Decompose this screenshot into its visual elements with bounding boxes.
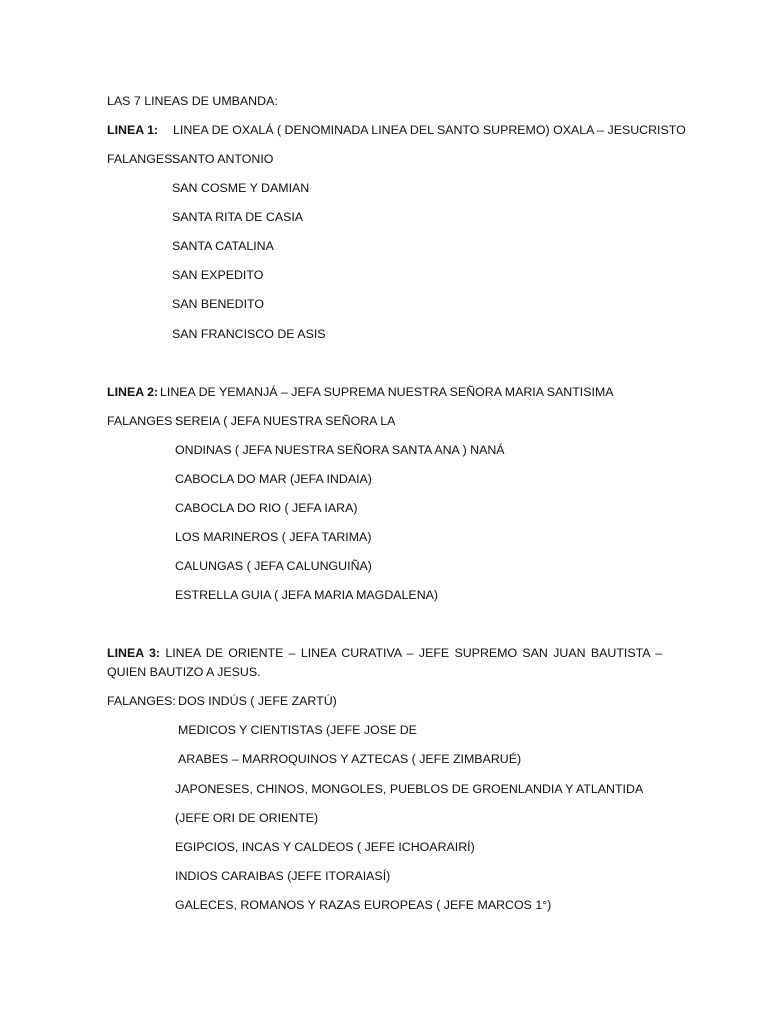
line3-falange-item: DOS INDÚS ( JEFE ZARTÚ) (178, 694, 337, 708)
line3-heading: LINEA DE ORIENTE – LINEA CURATIVA – JEFE SUPREMO SAN JUAN BAUTISTA – QUIEN BAUTIZO A JESUS. (107, 646, 663, 679)
line3-falange-item: ARABES – MARROQUINOS Y AZTECAS ( JEFE ZIMBARUÉ) (178, 752, 522, 766)
line3-falange-item: INDIOS CARAIBAS (JEFE ITORAIASÍ) (175, 869, 391, 883)
line2-label: LINEA 2: (107, 385, 159, 399)
line1-falange-item: SANTA CATALINA (172, 239, 274, 253)
line1-falanges-label: FALANGES: (107, 152, 176, 166)
line2-falange-item: CABOCLA DO RIO ( JEFA IARA) (175, 501, 358, 515)
line2-falange-item: ESTRELLA GUIA ( JEFA MARIA MAGDALENA) (175, 588, 439, 602)
line2-falange-item: SEREIA ( JEFA NUESTRA SEÑORA LA (175, 414, 396, 428)
line3-falange-item: MEDICOS Y CIENTISTAS (JEFE JOSE DE (178, 723, 417, 737)
line1-falange-item: SAN EXPEDITO (172, 268, 264, 282)
line1-heading: LINEA DE OXALÁ ( DENOMINADA LINEA DEL SANTO SUPREMO) OXALA – JESUCRISTO (173, 123, 686, 137)
line1-falange-item: SANTA RITA DE CASIA (172, 210, 304, 224)
line2-heading: LINEA DE YEMANJÁ – JEFA SUPREMA NUESTRA SEÑORA MARIA SANTISIMA (160, 385, 614, 399)
line2-falange-item: ONDINAS ( JEFA NUESTRA SEÑORA SANTA ANA ) NANÁ (175, 443, 505, 457)
line1-falange-item: SAN COSME Y DAMIAN (172, 181, 310, 195)
line3-falange-item: (JEFE ORI DE ORIENTE) (175, 811, 319, 825)
line3-falange-item: EGIPCIOS, INCAS Y CALDEOS ( JEFE ICHOARAIRÍ) (175, 840, 475, 854)
line1-falange-item: SAN BENEDITO (172, 297, 265, 311)
line2-falange-item: LOS MARINEROS ( JEFA TARIMA) (175, 530, 372, 544)
line1-falange-item: SAN FRANCISCO DE ASIS (172, 327, 326, 341)
line2-falange-item: CABOCLA DO MAR (JEFA INDAIA) (175, 472, 372, 486)
line1-label: LINEA 1: (107, 123, 159, 137)
line3-falanges-label: FALANGES: (107, 694, 176, 708)
document-title: LAS 7 LINEAS DE UMBANDA: (107, 94, 278, 108)
line2-falange-item: CALUNGAS ( JEFA CALUNGUIÑA) (175, 559, 372, 573)
line1-falange-item: SANTO ANTONIO (172, 152, 274, 166)
line2-falanges-label: FALANGES : (107, 414, 180, 428)
line3-falange-item: GALECES, ROMANOS Y RAZAS EUROPEAS ( JEFE MARCOS 1°) (175, 898, 552, 912)
line3-falange-item: JAPONESES, CHINOS, MONGOLES, PUEBLOS DE GROENLANDIA Y ATLANTIDA (175, 782, 644, 796)
line3-heading-block (107, 644, 662, 682)
line3-label: LINEA 3: (107, 646, 161, 660)
